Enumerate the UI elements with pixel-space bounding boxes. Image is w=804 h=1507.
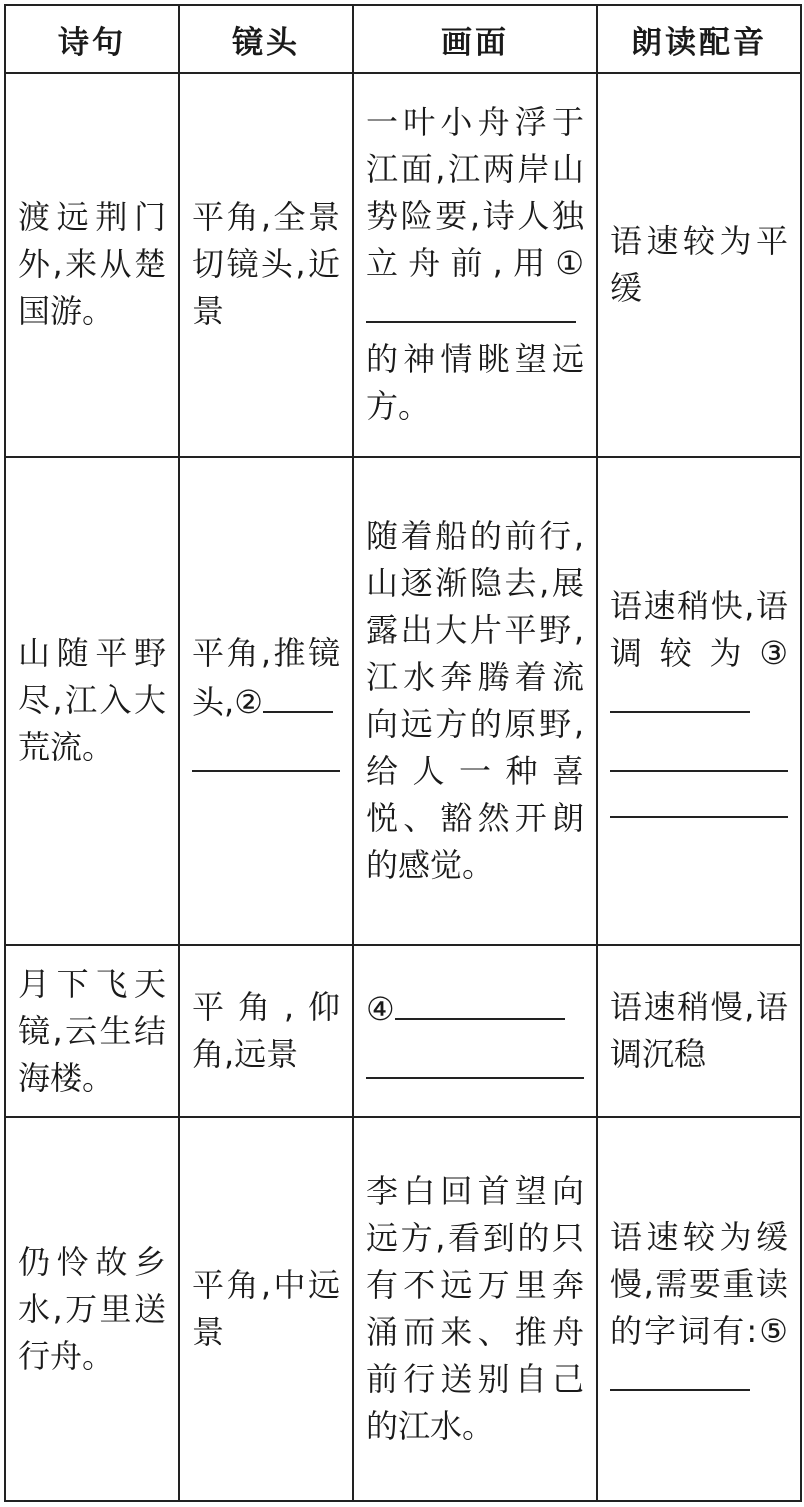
answer-blank-4a[interactable] — [395, 984, 565, 1020]
shot-text — [192, 630, 340, 772]
header-verse: 诗句 — [5, 5, 179, 73]
answer-blank-5a[interactable] — [610, 1355, 750, 1391]
shot-cell — [179, 945, 353, 1118]
shot-cell — [179, 457, 353, 945]
header-scene: 画面 — [353, 5, 597, 73]
blank-marker-4: ④ — [366, 989, 395, 1028]
answer-blank-3b[interactable] — [610, 726, 788, 772]
voice-cell — [597, 457, 801, 945]
scene-text-before: 一叶小舟浮于江面,江两岸山势险要,诗人独立舟前,用 — [366, 103, 584, 283]
shot-cell — [179, 1117, 353, 1501]
voice-text — [610, 1214, 788, 1404]
table-row — [5, 457, 801, 945]
voice-text — [610, 583, 788, 818]
shot-text: 平角,仰角,远景 — [192, 988, 340, 1074]
verse-cell — [5, 945, 179, 1118]
voice-text: 语速较为平缓 — [610, 221, 788, 307]
answer-blank-4b[interactable] — [366, 1033, 584, 1079]
table-row — [5, 73, 801, 457]
header-row — [5, 5, 801, 73]
verse-cell — [5, 73, 179, 457]
blank-marker-5: ⑤ — [757, 1312, 788, 1351]
verse-cell — [5, 457, 179, 945]
answer-blank-2a[interactable] — [263, 677, 333, 713]
shot-text-before: 平角,推镜头, — [192, 633, 340, 721]
blank-marker-1: ① — [555, 244, 584, 283]
verse-text: 山随平野尽,江入大荒流。 — [18, 634, 166, 767]
scene-cell — [353, 457, 597, 945]
voice-cell — [597, 1117, 801, 1501]
scene-text — [366, 99, 584, 430]
scene-cell — [353, 945, 597, 1118]
header-shot: 镜头 — [179, 5, 353, 73]
blank-marker-2: ② — [234, 682, 263, 721]
verse-text: 渡远荆门外,来从楚国游。 — [18, 198, 166, 331]
poem-storyboard-table — [4, 4, 802, 1502]
answer-blank-1b[interactable] — [506, 287, 576, 323]
scene-text: 随着船的前行,山逐渐隐去,展露出大片平野,江水奔腾着流向远方的原野,给人一种喜悦、豁然开朗的感觉。 — [366, 516, 584, 884]
blank-marker-3: ③ — [759, 634, 788, 673]
header-voice: 朗读配音 — [597, 5, 801, 73]
scene-text — [366, 984, 584, 1079]
answer-blank-3c[interactable] — [610, 772, 788, 818]
voice-cell — [597, 945, 801, 1118]
verse-text: 月下飞天镜,云生结海楼。 — [18, 964, 166, 1097]
answer-blank-1a[interactable] — [366, 287, 506, 323]
answer-blank-2b[interactable] — [192, 726, 340, 772]
shot-text: 平角,中远景 — [192, 1266, 340, 1352]
voice-cell — [597, 73, 801, 457]
voice-text-before: 语速稍快,语调较为 — [610, 587, 788, 673]
scene-cell — [353, 73, 597, 457]
shot-cell — [179, 73, 353, 457]
voice-text-before: 语速较为缓慢,需要重读的字词有: — [610, 1218, 788, 1351]
scene-text-after: 的神情眺望远方。 — [366, 340, 584, 426]
scene-text: 李白回首望向远方,看到的只有不远万里奔涌而来、推舟前行送别自己的江水。 — [366, 1172, 584, 1446]
verse-text: 仍怜故乡水,万里送行舟。 — [18, 1242, 166, 1375]
answer-blank-3a[interactable] — [610, 677, 750, 713]
shot-text: 平角,全景切镜头,近景 — [192, 198, 340, 331]
voice-text: 语速稍慢,语调沉稳 — [610, 988, 788, 1074]
table-row — [5, 1117, 801, 1501]
verse-cell — [5, 1117, 179, 1501]
scene-cell — [353, 1117, 597, 1501]
table-row — [5, 945, 801, 1118]
